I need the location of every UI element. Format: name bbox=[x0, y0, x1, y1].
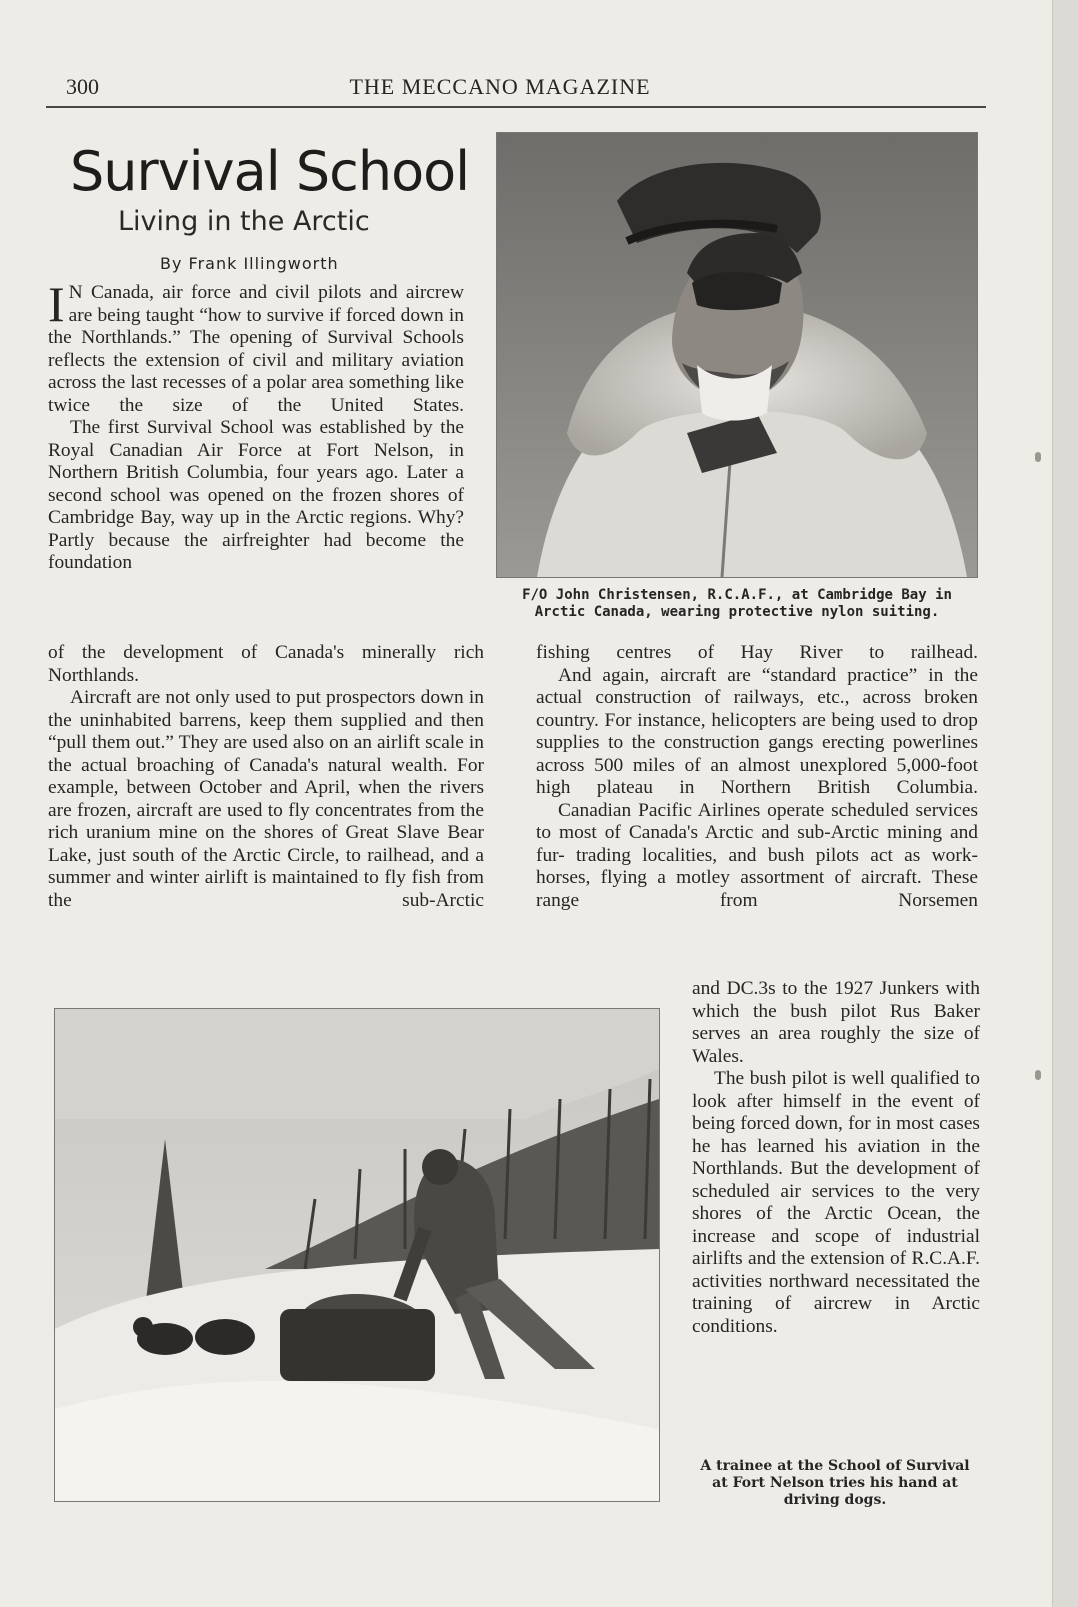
text-line: The bush pilot is well bbox=[714, 1068, 885, 1089]
text-line: “pull them out.” They are used also on bbox=[48, 732, 349, 753]
text-line: of Wales. bbox=[692, 1023, 980, 1067]
page-number: 300 bbox=[66, 74, 99, 99]
article-column-3 bbox=[692, 978, 980, 1338]
article-column-1 bbox=[48, 276, 465, 575]
text-line: fishing centres of Hay River to railhead. bbox=[536, 642, 978, 663]
text-line: and DC.3s to the 1927 bbox=[692, 978, 874, 999]
text-line: and military aviation across the last bbox=[48, 349, 464, 393]
text-line: maintained to fly fish from the sub-Arctic bbox=[48, 867, 484, 911]
paragraph bbox=[692, 1068, 980, 1316]
text-line: and the extension of bbox=[747, 1248, 907, 1269]
paragraph bbox=[48, 417, 464, 575]
paragraph bbox=[48, 687, 484, 912]
text-line: work-horses, flying a motley assortment bbox=[536, 844, 978, 888]
text-line: twice the size of the United States. bbox=[48, 394, 464, 416]
paragraph bbox=[48, 276, 464, 417]
text-line: almost unexplored 5,000-foot high plateau bbox=[536, 754, 978, 798]
article-subtitle: Living in the Arctic bbox=[118, 206, 370, 237]
drop-cap: I bbox=[48, 276, 65, 332]
text-line: most cases he has learned his bbox=[692, 1113, 980, 1157]
text-line: airfreighter had become the foundation bbox=[48, 529, 464, 573]
text-line: the very shores of the Arctic bbox=[692, 1180, 980, 1224]
photo1-caption-line: F/O John Christensen, R.C.A.F., at Cambridge Bay in bbox=[522, 587, 952, 603]
page-mark bbox=[1035, 452, 1041, 462]
text-line: scheduled services to most of Canada's bbox=[536, 799, 978, 843]
text-line: erecting powerlines across 500 miles of an bbox=[536, 732, 978, 776]
text-line: are frozen, aircraft are used to fly bbox=[48, 799, 310, 821]
text-line: between October and April, when the rivers bbox=[126, 777, 484, 798]
text-line: concentrates from the rich uranium mine bbox=[48, 799, 484, 843]
text-line: school was opened on the frozen shores of bbox=[110, 484, 464, 506]
text-line: Aircraft are not only used to put bbox=[70, 687, 321, 708]
text-line: of aircraft. These range from Norsemen bbox=[536, 867, 978, 911]
text-line: and a summer and winter airlift is bbox=[48, 844, 484, 888]
text-line: rich Northlands. bbox=[48, 642, 484, 686]
text-line: established by the Royal Canadian Air bbox=[48, 417, 464, 461]
text-line: prospectors down in the uninhabited bbox=[48, 687, 484, 731]
text-line: on the shores of Great Slave Bear Lake, bbox=[48, 822, 485, 866]
text-line: himself in the event of bbox=[782, 1090, 981, 1112]
text-line: conditions. bbox=[692, 1315, 778, 1337]
text-line: northward necessitated the bbox=[768, 1270, 980, 1292]
text-line: Force at Fort Nelson, in Northern British bbox=[48, 439, 464, 483]
text-line: Canada's natural wealth. For example, bbox=[48, 754, 484, 798]
text-line: trading localities, and bush pilots act as bbox=[576, 844, 921, 866]
text-line: drop supplies to the construction gangs bbox=[536, 709, 978, 753]
text-line: scheduled air services to bbox=[692, 1180, 901, 1202]
article-title: Survival School bbox=[70, 140, 470, 203]
paragraph bbox=[536, 800, 978, 913]
paragraph bbox=[536, 665, 978, 800]
photo2-caption bbox=[690, 1458, 980, 1509]
text-line: instance, helicopters are being used to bbox=[637, 709, 937, 731]
text-line: scope of industrial airlifts bbox=[692, 1225, 980, 1269]
text-line: Northlands.” The opening of Survival bbox=[81, 327, 394, 348]
text-line: practice” in the actual construction of bbox=[536, 664, 978, 708]
text-line: recesses of a polar area something like bbox=[162, 372, 464, 393]
dog-sled-photo bbox=[54, 1008, 660, 1502]
text-line: barrens, keep them supplied and then bbox=[179, 709, 484, 731]
text-line: aviation in the Northlands. bbox=[692, 1135, 980, 1179]
page-edge bbox=[1052, 0, 1078, 1607]
text-line: aircrew are being taught “how to bbox=[68, 282, 464, 326]
photo2-caption-line: driving dogs. bbox=[783, 1492, 887, 1508]
text-line: And again, aircraft are “standard bbox=[558, 664, 837, 686]
photo2-caption-line: at Fort Nelson tries his hand at bbox=[712, 1475, 958, 1491]
text-line: Arctic and sub-Arctic mining and fur- bbox=[536, 822, 978, 866]
magazine-title: THE MECCANO MAGAZINE bbox=[349, 74, 651, 99]
text-line: of the development of Canada's minerally bbox=[48, 642, 437, 663]
text-line: The first Survival School was bbox=[70, 417, 312, 438]
text-line: in Northern British Columbia. bbox=[679, 777, 978, 798]
text-line: railways, etc., across broken country. For bbox=[536, 687, 978, 731]
text-line: bush pilot Rus Baker serves bbox=[692, 1000, 980, 1044]
paragraph bbox=[48, 642, 484, 687]
dog-sled-illustration bbox=[55, 1009, 659, 1501]
header-rule bbox=[46, 106, 986, 108]
text-line: Cambridge Bay, way up in the Arctic bbox=[48, 507, 344, 528]
text-line: regions. Why? Partly because the bbox=[48, 507, 464, 551]
text-line: Schools reflects the extension of civil bbox=[48, 327, 464, 371]
paragraph bbox=[536, 642, 978, 665]
text-line: training of aircrew in Arctic bbox=[692, 1293, 980, 1314]
text-line: But the development of bbox=[790, 1158, 980, 1179]
page-mark bbox=[1035, 1070, 1041, 1080]
text-line: N Canada, air force and civil pilots and bbox=[68, 282, 398, 303]
pilot-portrait-illustration bbox=[497, 133, 977, 577]
text-line: R.C.A.F. activities bbox=[692, 1248, 980, 1292]
text-line: being forced down, for in bbox=[692, 1113, 891, 1134]
pilot-portrait-photo bbox=[496, 132, 978, 578]
text-line: Ocean, the increase and bbox=[692, 1203, 980, 1247]
text-line: survive if forced down in the bbox=[48, 304, 464, 348]
photo2-caption-line: A trainee at the School of Survival bbox=[700, 1458, 970, 1474]
text-line: just south of the Arctic Circle, to railhead, bbox=[98, 844, 435, 866]
text-line: an airlift scale in the actual broaching of bbox=[48, 732, 484, 776]
article-column-1-lower bbox=[48, 642, 484, 912]
article-byline: By Frank Illingworth bbox=[160, 254, 339, 273]
article-column-2 bbox=[536, 642, 978, 912]
text-line: Junkers with which the bbox=[692, 978, 980, 1022]
photo1-caption-line: Arctic Canada, wearing protective nylon suiting. bbox=[534, 604, 940, 620]
text-line: qualified to look after bbox=[692, 1068, 980, 1112]
text-line: Canadian Pacific Airlines operate bbox=[558, 799, 825, 821]
text-line: an area roughly the size bbox=[750, 1023, 955, 1044]
photo1-caption bbox=[492, 587, 982, 621]
paragraph bbox=[692, 1316, 980, 1339]
text-line: Columbia, four years ago. Later a second bbox=[48, 462, 465, 506]
paragraph bbox=[692, 978, 980, 1068]
